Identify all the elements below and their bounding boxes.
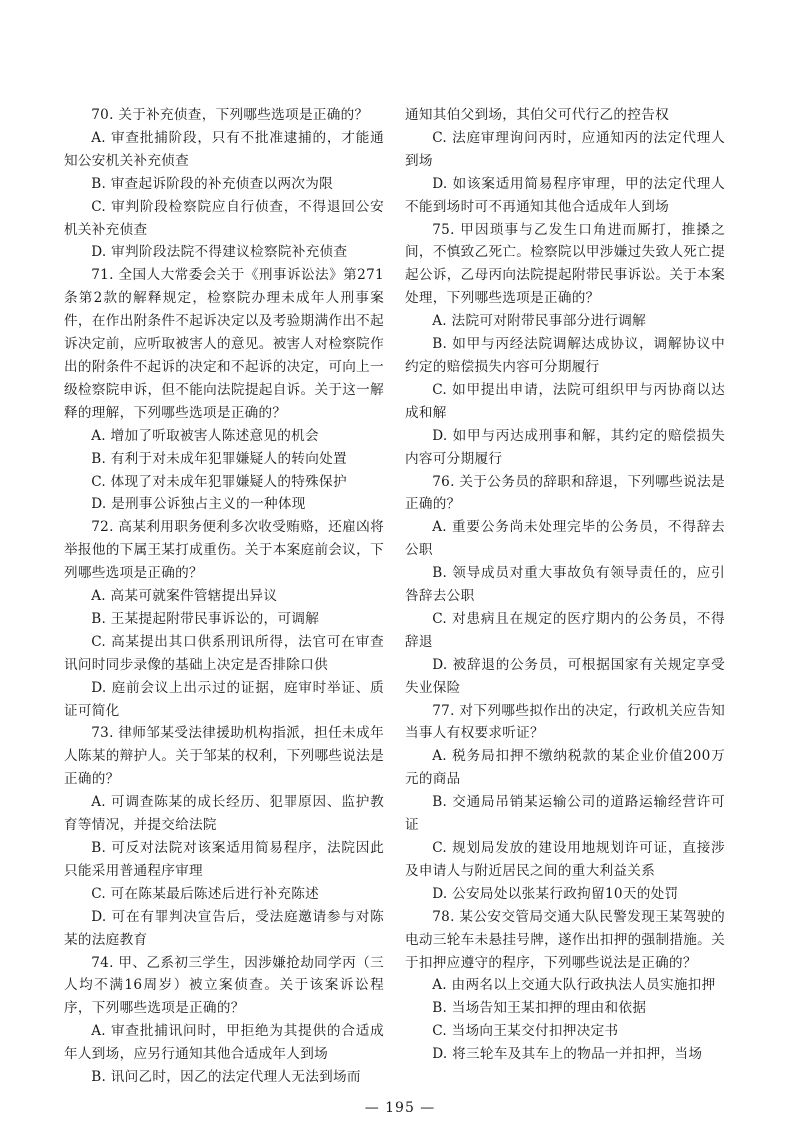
option-78-c: C. 当场向王某交付扣押决定书 [432,1023,619,1040]
option-71-c: C. 体现了对未成年犯罪嫌疑人的特殊保护 [91,473,347,490]
question-71: 71. 全国人大常委会关于《刑事诉讼法》第271条第2款的解释规定，检察院办理未成年人刑事案件，在作出附条件不起诉决定以及考验期满作出不起诉决定前，应听取被害人的意见。被害人对检察院作出的附条件不起诉的决定和不起诉的决定，可向上一级检察院申诉，但不能向法院提起自诉。关于这一解释的理解，下列哪些选项是正确的？ [64,267,384,421]
option-76-d: D. 被辞退的公务员，可根据国家有关规定享受失业保险 [405,656,725,696]
option-70-c: C. 审判阶段检察院应自行侦查，不得退回公安机关补充侦查 [64,198,384,238]
option-77-d: D. 公安局处以张某行政拘留10天的处罚 [432,885,679,902]
question-76: 76. 关于公务员的辞职和辞退，下列哪些说法是正确的？ [405,473,725,513]
option-74-b-continued: 通知其伯父到场，其伯父可代行乙的控告权 [405,107,669,123]
option-74-a: A. 审查批捕讯问时，甲拒绝为其提供的合适成年人到场，应另行通知其他合适成年人到场 [64,1023,384,1063]
question-78: 78. 某公安交管局交通大队民警发现王某驾驶的电动三轮车未悬挂号牌，遂作出扣押的强制措施。关于扣押应遵守的程序，下列哪些说法是正确的？ [405,908,725,971]
option-74-b: B. 讯问乙时，因乙的法定代理人无法到场而 [91,1069,361,1086]
option-77-a: A. 税务局扣押不缴纳税款的某企业价值200万元的商品 [405,748,725,788]
question-75: 75. 甲因琐事与乙发生口角进而厮打，推搡之间，不慎致乙死亡。检察院以甲涉嫌过失致人死亡提起公诉，乙母丙向法院提起附带民事诉讼。关于本案处理，下列哪些选项是正确的？ [405,221,725,307]
option-71-a: A. 增加了听取被害人陈述意见的机会 [91,427,319,444]
option-73-d: D. 可在有罪判决宣告后，受法庭邀请参与对陈某的法庭教育 [64,908,384,948]
question-74: 74. 甲、乙系初三学生，因涉嫌抢劫同学丙（三人均不满16周岁）被立案侦查。关于该案诉讼程序，下列哪些选项是正确的？ [64,954,384,1017]
option-75-c: C. 如甲提出申请，法院可组织甲与丙协商以达成和解 [405,381,725,421]
option-78-b: B. 当场告知王某扣押的理由和依据 [432,1000,647,1017]
option-73-a: A. 可调查陈某的成长经历、犯罪原因、监护教育等情况，并提交给法院 [64,794,384,834]
option-74-c: C. 法庭审理询问丙时，应通知丙的法定代理人到场 [405,129,725,169]
option-71-d: D. 是刑事公诉独占主义的一种体现 [91,496,306,513]
option-72-b: B. 王某提起附带民事诉讼的，可调解 [91,610,320,627]
question-70: 70. 关于补充侦查，下列哪些选项是正确的？ [91,107,369,123]
option-70-b: B. 审查起诉阶段的补充侦查以两次为限 [91,175,334,192]
option-77-c: C. 规划局发放的建设用地规划许可证，直接涉及申请人与附近居民之间的重大利益关系 [405,840,725,879]
option-70-d: D. 审判阶段法院不得建议检察院补充侦查 [91,244,348,261]
option-75-d: D. 如甲与丙达成刑事和解，其约定的赔偿损失内容可分期履行 [405,427,725,467]
left-column [64,104,384,1089]
option-72-d: D. 庭前会议上出示过的证据，庭审时举证、质证可简化 [64,679,384,719]
option-76-c: C. 对患病且在规定的医疗期内的公务员，不得辞退 [405,610,725,650]
option-76-a: A. 重要公务尚未处理完毕的公务员，不得辞去公职 [405,519,725,559]
option-74-d: D. 如该案适用简易程序审理，甲的法定代理人不能到场时可不再通知其他合适成年人到场 [405,175,725,215]
question-77: 77. 对下列哪些拟作出的决定，行政机关应告知当事人有权要求听证？ [405,702,725,742]
option-72-a: A. 高某可就案件管辖提出异议 [91,588,278,605]
option-73-b: B. 可反对法院对该案适用简易程序，法院因此只能采用普通程序审理 [64,840,384,879]
option-71-b: B. 有利于对未成年犯罪嫌疑人的转向处置 [91,450,347,467]
page-number: — 195 — [364,1100,436,1116]
right-column [405,104,725,1066]
question-72: 72. 高某利用职务便利多次收受贿赂，还雇凶将举报他的下属王某打成重伤。关于本案庭前会议，下列哪些选项是正确的？ [64,519,384,582]
question-73: 73. 律师邹某受法律援助机构指派，担任未成年人陈某的辩护人。关于邹某的权利，下列哪些说法是正确的？ [64,725,384,788]
option-72-c: C. 高某提出其口供系刑讯所得，法官可在审查讯问时同步录像的基础上决定是否排除口供 [64,633,384,673]
option-78-a: A. 由两名以上交通大队行政执法人员实施扣押 [432,977,716,994]
option-78-d: D. 将三轮车及其车上的物品一并扣押，当场 [432,1046,703,1063]
option-75-a: A. 法院可对附带民事部分进行调解 [432,313,647,330]
option-70-a: A. 审查批捕阶段，只有不批准逮捕的，才能通知公安机关补充侦查 [64,129,384,169]
option-77-b: B. 交通局吊销某运输公司的道路运输经营许可证 [405,794,725,834]
option-75-b: B. 如甲与丙经法院调解达成协议，调解协议中约定的赔偿损失内容可分期履行 [405,336,725,375]
option-73-c: C. 可在陈某最后陈述后进行补充陈述 [91,885,320,902]
option-76-b: B. 领导成员对重大事故负有领导责任的，应引咎辞去公职 [405,565,725,605]
